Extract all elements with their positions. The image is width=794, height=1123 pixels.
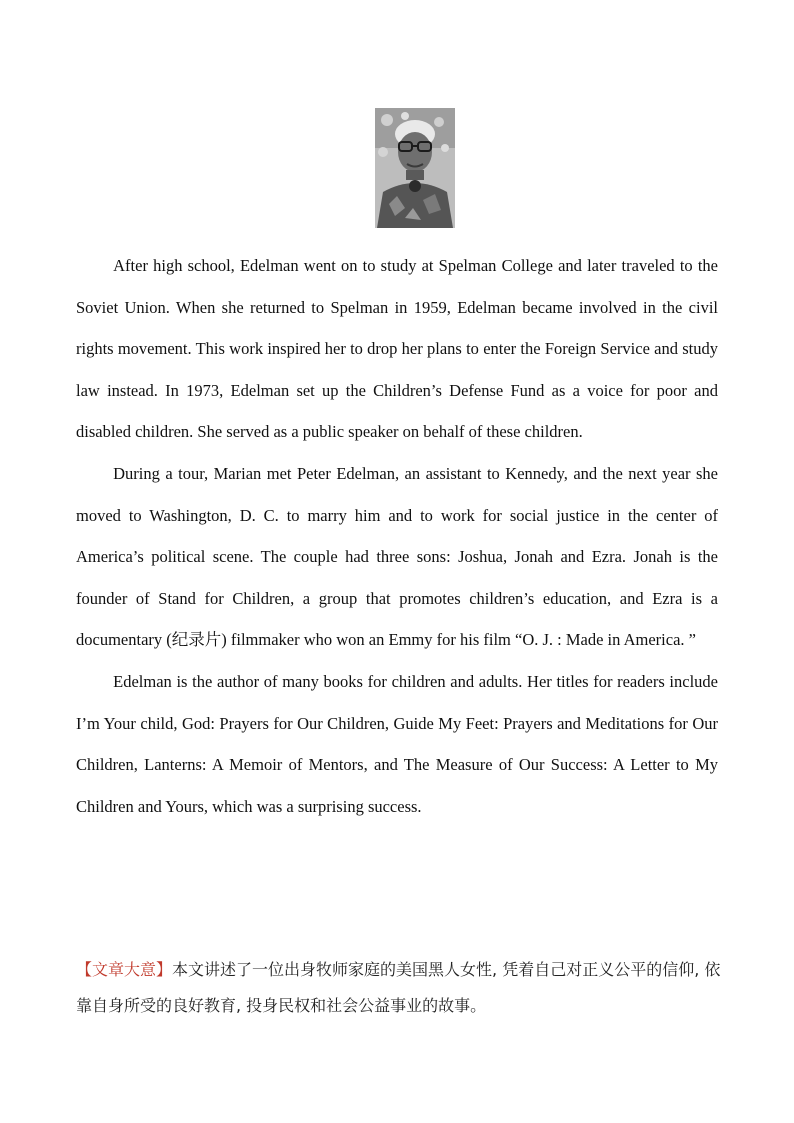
portrait-photo <box>375 108 455 228</box>
portrait-image <box>375 108 455 228</box>
article-summary <box>76 952 736 1024</box>
paragraph-1: After high school, Edelman went on to study at Spelman College and later traveled to the Soviet Union. When she returned to Spelman in 1959, Edelman became involved in the civil rights movement. This work inspired her to drop her plans to enter the Foreign Service and study law instead. In 1973, Edelman set up the Children’s Defense Fund as a voice for poor and disabled children. She served as a public speaker on behalf of these children. <box>76 256 718 442</box>
summary-label: 【文章大意】 <box>76 960 173 979</box>
paragraph-2: During a tour, Marian met Peter Edelman, an assistant to Kennedy, and the next year she moved to Washington, D. C. to marry him and to work for social justice in the center of America’s political scene. The couple had three sons: Joshua, Jonah and Ezra. Jonah is the founder of Stand for Children, a group that promotes children’s education, and Ezra is a documentary (纪录片) filmmaker who won an Emmy for his film “O. J. : Made in America. ” <box>76 463 718 650</box>
article-body <box>76 245 718 827</box>
paragraph-3: Edelman is the author of many books for children and adults. Her titles for readers include I’m Your child, God: Prayers for Our Children, Guide My Feet: Prayers and Meditations for Our Children, Lanterns: A Memoir of Mentors, and The Measure of Our Success: A Letter to My Children and Yours, which was a surprising success. <box>76 671 718 816</box>
summary-text: 本文讲述了一位出身牧师家庭的美国黑人女性, 凭着自己对正义公平的信仰, 依靠自身所受的良好教育, 投身民权和社会公益事业的故事。 <box>76 960 721 1015</box>
